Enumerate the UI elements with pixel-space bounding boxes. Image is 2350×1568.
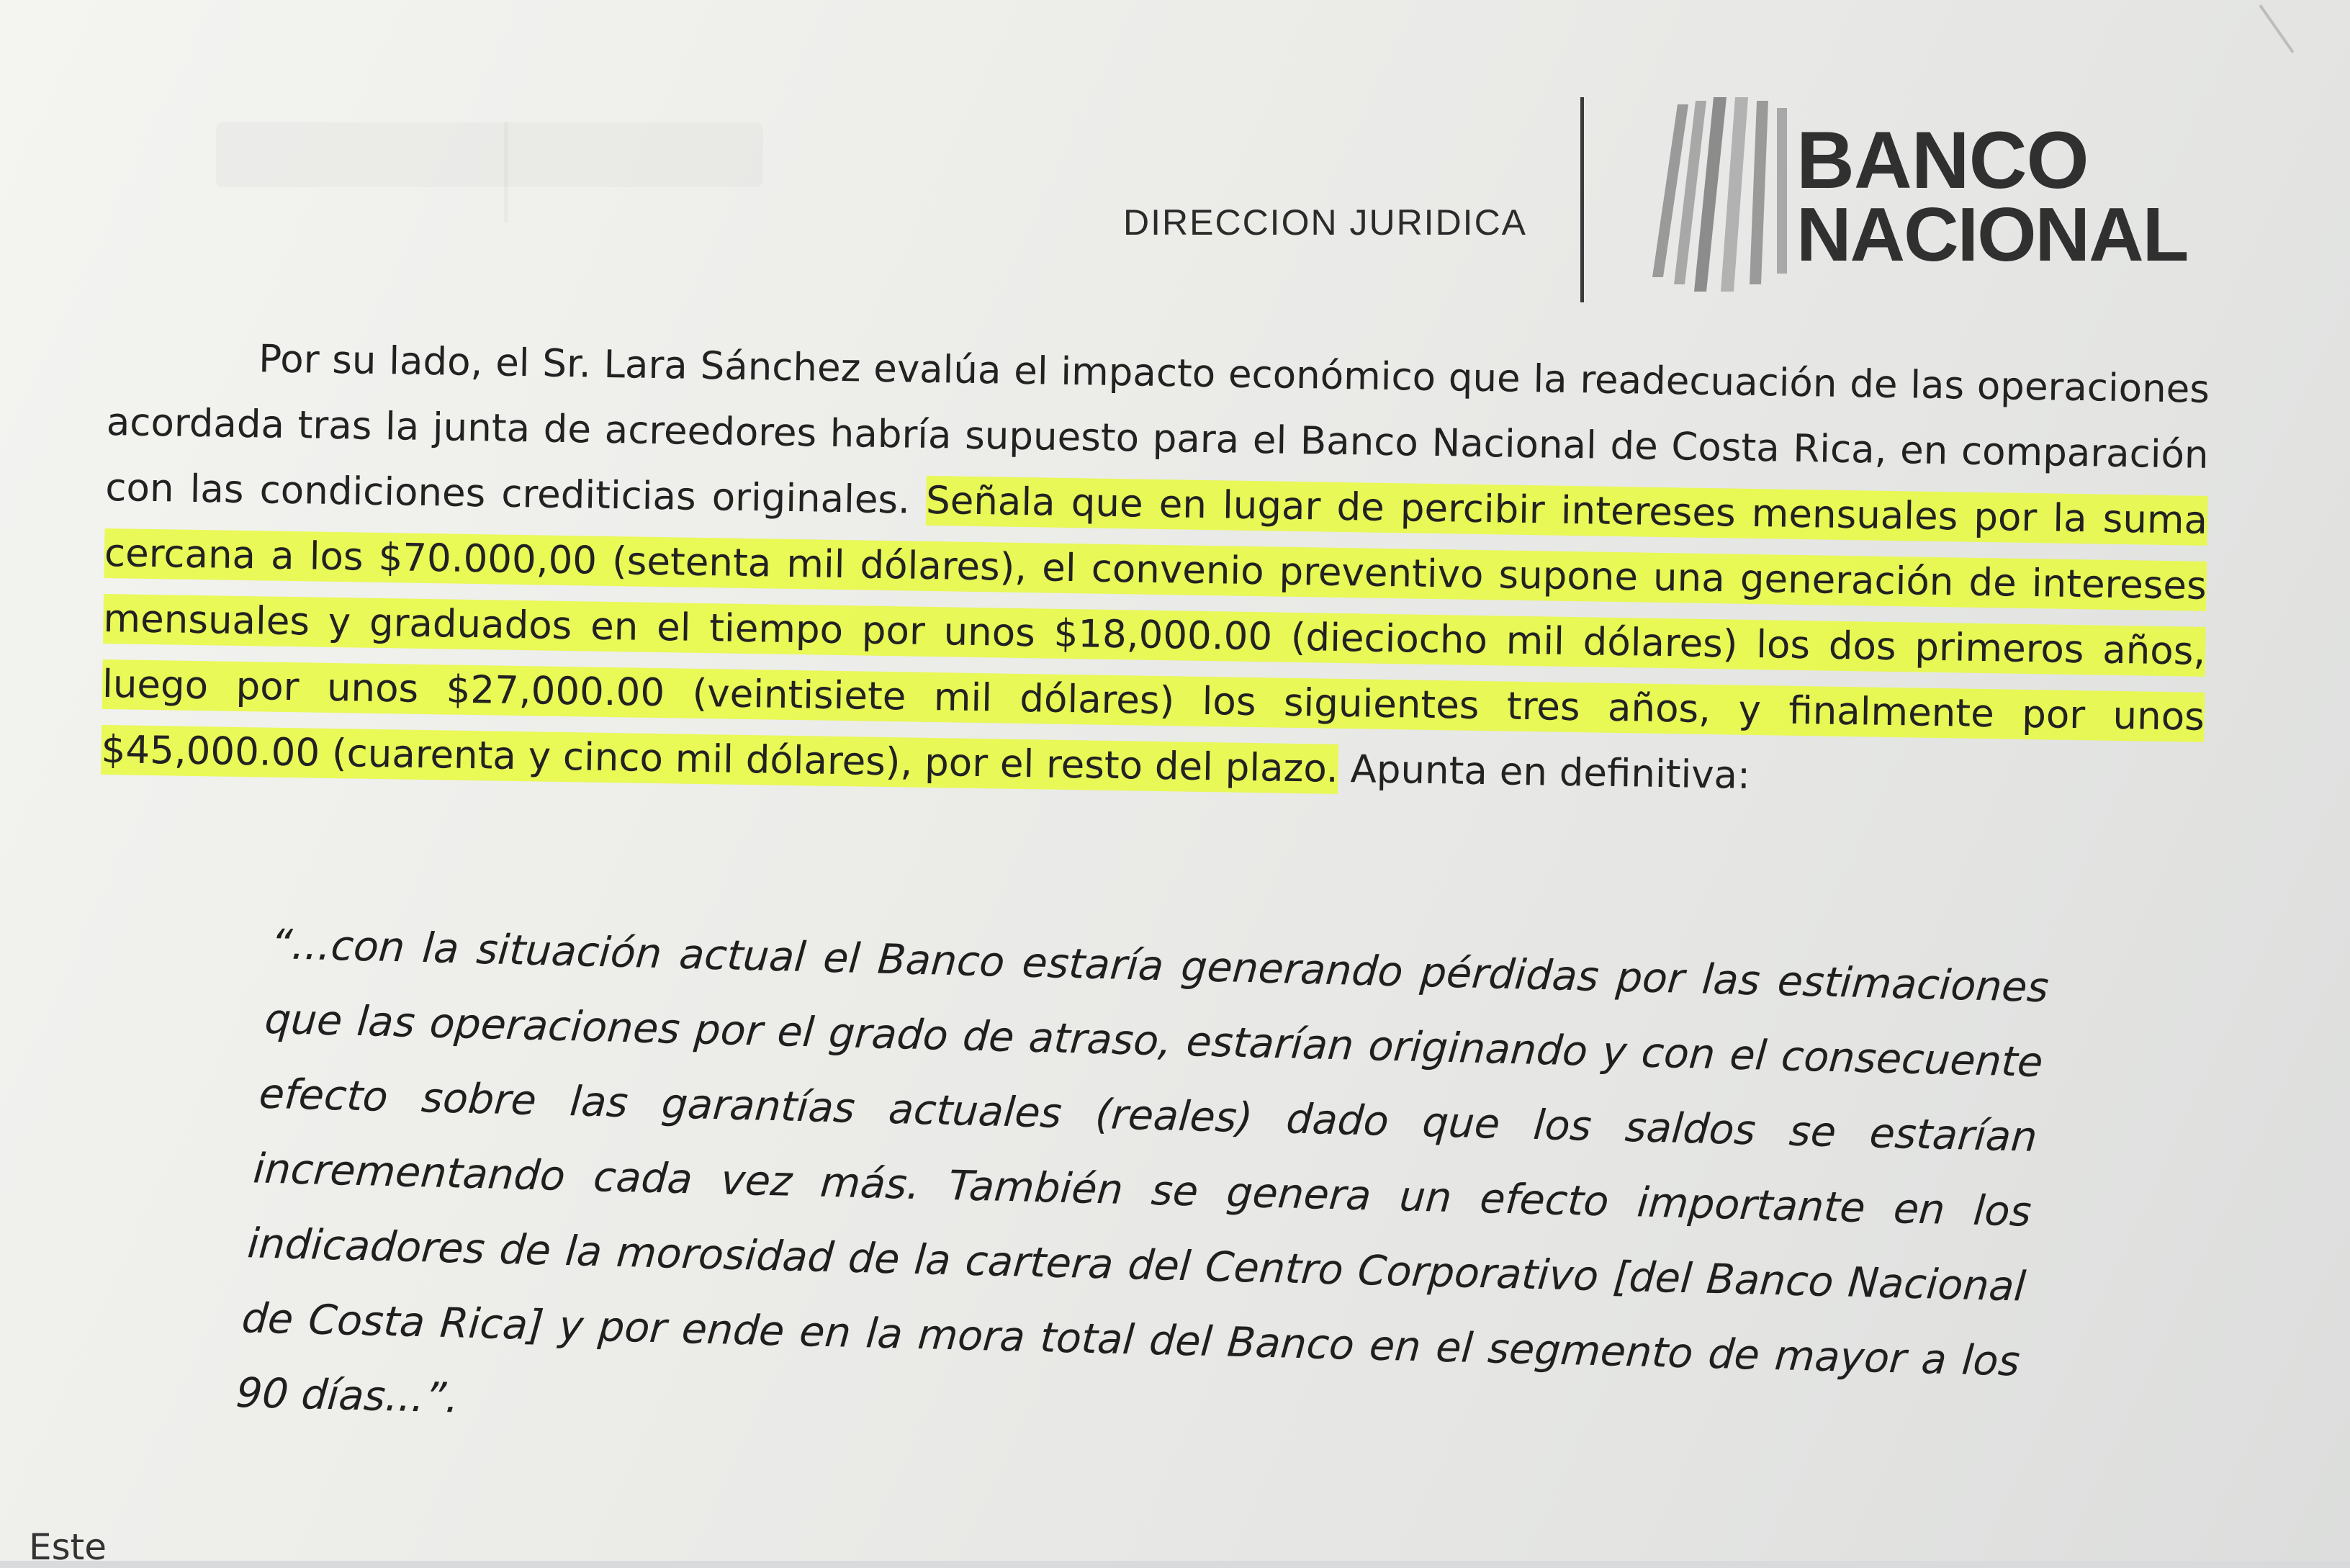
page-edge xyxy=(2259,4,2294,53)
header-divider xyxy=(1580,97,1584,302)
department-label: DIRECCION JURIDICA xyxy=(1123,202,1528,243)
block-quote: “...con la situación actual el Banco estaría generando pérdidas por las estimaciones que las operaciones por el grado de atraso, estarían originando y con el consecuente efecto sobre las garantías actuales (reales) dado que los saldos se estarían incrementando cada vez más. También se genera un efecto importante en los indicadores de la morosidad de la cartera del Centro Corporativo [del Banco Nacional de Costa Rica] y por ende en la mora total del Banco en el segmento de mayor a los 90 días...”. xyxy=(234,920,2050,1423)
logo-line-nacional: NACIONAL xyxy=(1796,192,2188,278)
logo-line-banco: BANCO xyxy=(1796,115,2089,205)
paragraph-lead: Por su lado, el Sr. Lara Sánchez evalúa el impacto económico que la readecuación de las operaciones acordada tras la junta de acreedores habría supuesto para el Banco Nacional de Costa Rica, en comparación con las condiciones crediticias originales. xyxy=(104,337,2210,523)
body-paragraph xyxy=(101,324,2210,816)
cut-off-text: Este xyxy=(29,1526,107,1568)
highlighted-passage: Señala que en lugar de percibir intereses mensuales por la suma cercana a los $70.000,00 (setenta mil dólares), el convenio preventivo supone una generación de intereses mensuales y graduados en el tiempo por unos $18,000.00 (dieciocho mil dólares) los dos primeros años, luego por unos $27,000.00 (veintisiete mil dólares) los siguientes tres años, y finalmente por unos $45,000.00 (cuarenta y cinco mil dólares), por el resto del plazo. xyxy=(101,476,2207,794)
bank-logo-text xyxy=(1796,115,2188,278)
show-through xyxy=(216,122,763,187)
banco-nacional-logo-icon xyxy=(1634,90,1807,299)
show-through xyxy=(504,122,508,223)
paragraph-tail: Apunta en definitiva: xyxy=(1350,747,1751,798)
